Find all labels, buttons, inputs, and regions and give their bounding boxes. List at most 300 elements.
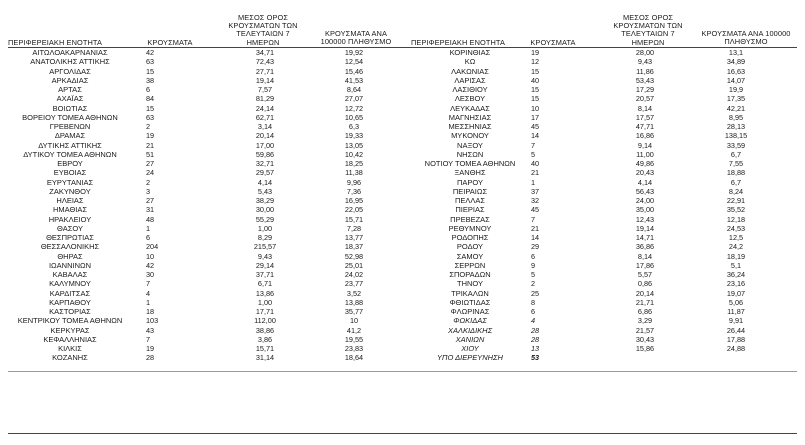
cell-cases: 43 <box>146 325 155 335</box>
table-row <box>8 178 797 187</box>
cell-cases: 42 <box>146 260 155 270</box>
cell-region: ΠΕΛΛΑΣ <box>454 196 486 205</box>
table-row <box>8 307 797 316</box>
cell-cases: 10 <box>146 251 155 261</box>
footer-rule <box>8 371 797 372</box>
cell-region: ΚΟΖΑΝΗΣ <box>52 353 88 363</box>
cell-cases: 7 <box>146 279 151 289</box>
cell-cases: 4 <box>146 288 151 298</box>
cell-per100k: 23,77 <box>344 279 364 289</box>
table-row <box>8 48 797 57</box>
cell-region: ΑΡΤΑΣ <box>58 85 82 94</box>
cell-region: ΡΟΔΟΠΗΣ <box>451 233 489 242</box>
table-row <box>8 316 797 325</box>
cell-cases: 30 <box>146 270 155 279</box>
cell-avg7: 36,86 <box>635 242 655 252</box>
cell-cases: 17 <box>531 112 540 122</box>
cell-cases: 63 <box>146 112 155 122</box>
cell-cases: 45 <box>531 122 540 131</box>
cell-avg7: 4,14 <box>257 177 273 187</box>
cell-avg7: 55,29 <box>255 214 275 224</box>
cell-region: ΝΑΞΟΥ <box>457 140 483 150</box>
cell-per100k: 5,1 <box>730 260 742 270</box>
table-row <box>8 150 797 159</box>
cell-avg7: 21,57 <box>635 325 655 335</box>
header-per100k-left: ΚΡΟΥΣΜΑΤΑ ΑΝΑ 100000 ΠΛΗΘΥΣΜΟ <box>320 29 392 47</box>
cell-per100k: 22,05 <box>344 205 364 215</box>
cell-cases: 15 <box>531 85 540 94</box>
table-row <box>8 141 797 150</box>
cell-avg7: 12,43 <box>635 214 655 224</box>
cell-avg7: 24,00 <box>635 196 655 205</box>
cell-avg7: 53,43 <box>635 75 655 85</box>
cell-avg7: 38,29 <box>255 196 275 205</box>
cell-cases: 1 <box>146 223 151 233</box>
cell-region: ΧΑΛΚΙΔΙΚΗΣ <box>447 325 493 335</box>
cell-cases: 19 <box>146 131 155 141</box>
cell-avg7: 37,71 <box>255 270 275 279</box>
cell-cases: 18 <box>146 307 155 316</box>
cell-per100k: 15,46 <box>344 66 364 76</box>
cell-cases: 84 <box>146 94 155 104</box>
cell-per100k: 35,77 <box>344 307 364 316</box>
cell-per100k: 13,88 <box>344 297 364 307</box>
cell-region: ΚΙΛΚΙΣ <box>58 344 82 353</box>
cell-region: ΣΕΡΡΩΝ <box>454 260 486 270</box>
table-row <box>8 279 797 288</box>
cell-avg7: 19,14 <box>255 75 275 85</box>
table-row <box>8 122 797 131</box>
cell-per100k: 15,71 <box>344 214 364 224</box>
cell-cases: 3 <box>146 186 151 196</box>
cell-region: ΘΕΣΣΑΛΟΝΙΚΗΣ <box>40 242 100 252</box>
cell-avg7: 27,71 <box>255 66 275 76</box>
cell-avg7: 17,00 <box>255 140 275 150</box>
cell-region: ΜΕΣΣΗΝΙΑΣ <box>448 122 492 131</box>
cell-avg7: 112,00 <box>254 316 276 326</box>
cell-per100k: 18,25 <box>344 159 364 168</box>
cell-region: ΥΠΟ ΔΙΕΡΕΥΝΗΣΗ <box>437 353 503 363</box>
cell-avg7: 16,86 <box>635 131 655 141</box>
cell-avg7: 28,00 <box>635 48 655 57</box>
cell-per100k: 18,37 <box>344 242 364 252</box>
cell-cases: 1 <box>146 297 151 307</box>
cell-per100k: 19,33 <box>344 131 364 141</box>
header-avg7-right: ΜΕΣΟΣ ΟΡΟΣ ΚΡΟΥΣΜΑΤΩΝ ΤΩΝ ΤΕΛΕΥΤΑΙΩΝ 7 ΗΜΕΡΩΝ <box>613 13 683 47</box>
cell-region: ΑΡΚΑΔΙΑΣ <box>51 75 89 85</box>
cell-region: ΔΥΤΙΚΟΥ ΤΟΜΕΑ ΑΘΗΝΩΝ <box>23 149 117 159</box>
cell-avg7: 7,57 <box>257 85 273 94</box>
cell-cases: 103 <box>146 316 159 326</box>
cell-region: ΜΑΓΝΗΣΙΑΣ <box>448 112 492 122</box>
cell-cases: 2 <box>146 122 151 131</box>
cell-cases: 10 <box>531 103 540 113</box>
cell-per100k: 16,95 <box>344 196 364 205</box>
table-row <box>8 187 797 196</box>
cell-per100k: 3,52 <box>346 288 362 298</box>
cell-avg7: 3,86 <box>257 334 273 344</box>
cell-per100k: 8,24 <box>728 186 744 196</box>
cell-avg7: 81,29 <box>255 94 275 104</box>
cell-per100k: 18,19 <box>726 251 746 261</box>
cell-region: ΚΑΡΔΙΤΣΑΣ <box>49 288 91 298</box>
cell-per100k: 13,05 <box>344 140 364 150</box>
cell-per100k: 9,96 <box>346 177 362 187</box>
table-row <box>8 57 797 66</box>
cell-region: ΒΟΡΕΙΟΥ ΤΟΜΕΑ ΑΘΗΝΩΝ <box>22 112 118 122</box>
cell-per100k: 24,2 <box>728 242 744 252</box>
cell-region: ΡΟΔΟΥ <box>456 242 484 252</box>
cell-cases: 6 <box>531 307 536 316</box>
table-row <box>8 67 797 76</box>
cell-avg7: 17,29 <box>635 85 655 94</box>
cell-region: ΑΡΓΟΛΙΔΑΣ <box>49 66 91 76</box>
cell-cases: 21 <box>531 223 540 233</box>
cell-region: ΕΥΡΥΤΑΝΙΑΣ <box>46 177 94 187</box>
cell-cases: 19 <box>531 48 540 57</box>
cell-per100k: 13,77 <box>344 233 364 242</box>
cell-avg7: 38,86 <box>255 325 275 335</box>
cell-per100k: 22,91 <box>726 196 746 205</box>
cell-avg7: 4,14 <box>637 177 653 187</box>
cell-cases: 15 <box>146 66 155 76</box>
cell-cases: 21 <box>146 140 155 150</box>
table-row <box>8 233 797 242</box>
cell-avg7: 19,14 <box>635 223 655 233</box>
cell-per100k: 33,59 <box>726 140 746 150</box>
cell-per100k: 41,2 <box>346 325 362 335</box>
cell-per100k: 6,7 <box>730 177 742 187</box>
cell-region: ΘΗΡΑΣ <box>57 251 83 261</box>
cell-avg7: 0,86 <box>637 279 653 289</box>
cell-region: ΧΑΝΙΩΝ <box>455 334 485 344</box>
cell-per100k: 138,15 <box>724 131 748 141</box>
cell-avg7: 59,86 <box>255 149 275 159</box>
cell-region: ΗΜΑΘΙΑΣ <box>52 205 88 215</box>
cell-avg7: 8,14 <box>637 103 653 113</box>
cell-cases: 15 <box>146 103 155 113</box>
cell-cases: 2 <box>531 279 536 289</box>
cell-per100k: 11,87 <box>727 307 745 316</box>
cell-per100k: 7,28 <box>346 223 362 233</box>
cell-region: ΗΡΑΚΛΕΙΟΥ <box>48 214 92 224</box>
cell-avg7: 14,71 <box>635 233 655 242</box>
cell-avg7: 56,43 <box>635 186 655 196</box>
cell-per100k: 18,64 <box>344 353 364 363</box>
cell-per100k: 19,9 <box>728 85 744 94</box>
cell-region: ΤΡΙΚΑΛΩΝ <box>451 288 489 298</box>
cell-region: ΘΕΣΠΡΩΤΙΑΣ <box>46 233 94 242</box>
cell-avg7: 32,71 <box>255 159 275 168</box>
cell-per100k: 12,18 <box>726 214 746 224</box>
cell-cases: 2 <box>146 177 151 187</box>
header-region-left: ΠΕΡΙΦΕΡΕΙΑΚΗ ΕΝΟΤΗΤΑ <box>8 38 102 47</box>
cell-per100k: 23,83 <box>344 344 364 353</box>
cell-region: ΚΟΡΙΝΘΙΑΣ <box>449 48 491 57</box>
cell-avg7: 31,14 <box>255 353 275 363</box>
header-cases-right: ΚΡΟΥΣΜΑΤΑ <box>530 38 576 47</box>
cell-region: ΠΙΕΡΙΑΣ <box>455 205 485 215</box>
cell-avg7: 29,14 <box>255 260 275 270</box>
cell-region: ΠΡΕΒΕΖΑΣ <box>450 214 490 224</box>
cell-region: ΣΠΟΡΑΔΩΝ <box>449 270 491 279</box>
cell-region: ΚΕΦΑΛΛΗΝΙΑΣ <box>43 334 97 344</box>
cell-per100k: 12,72 <box>344 103 364 113</box>
cell-avg7: 34,71 <box>255 48 275 57</box>
table-row <box>8 298 797 307</box>
cell-cases: 9 <box>531 260 536 270</box>
cell-region: ΝΟΤΙΟΥ ΤΟΜΕΑ ΑΘΗΝΩΝ <box>424 159 516 168</box>
cell-avg7: 6,86 <box>637 307 653 316</box>
cell-cases: 6 <box>531 251 536 261</box>
cell-per100k: 35,52 <box>726 205 746 215</box>
cell-avg7: 9,43 <box>637 57 653 67</box>
cell-per100k: 18,88 <box>726 168 746 178</box>
cell-cases: 40 <box>531 159 540 168</box>
cell-per100k: 8,64 <box>346 85 362 94</box>
cell-region: ΣΑΜΟΥ <box>456 251 484 261</box>
cell-region: ΚΑΣΤΟΡΙΑΣ <box>49 307 91 316</box>
cell-per100k: 19,07 <box>726 288 746 298</box>
cell-per100k: 6,7 <box>730 149 742 159</box>
cell-region: ΦΘΙΩΤΙΔΑΣ <box>449 297 491 307</box>
table-row <box>8 168 797 177</box>
cell-region: ΤΗΝΟΥ <box>456 279 483 289</box>
cell-avg7: 5,57 <box>637 270 653 279</box>
table-row <box>8 224 797 233</box>
cell-cases: 45 <box>531 205 540 215</box>
cell-region: ΞΑΝΘΗΣ <box>454 168 486 178</box>
cell-per100k: 7,36 <box>346 186 362 196</box>
cell-avg7: 20,57 <box>635 94 655 104</box>
cell-region: ΔΥΤΙΚΗΣ ΑΤΤΙΚΗΣ <box>38 140 102 150</box>
cell-per100k: 14,07 <box>726 75 746 85</box>
cell-per100k: 17,35 <box>726 94 746 104</box>
cell-per100k: 24,02 <box>344 270 364 279</box>
cell-region: ΚΕΝΤΡΙΚΟΥ ΤΟΜΕΑ ΑΘΗΝΩΝ <box>17 316 123 326</box>
cell-avg7: 1,00 <box>257 297 273 307</box>
cell-cases: 24 <box>146 168 155 178</box>
cell-cases: 6 <box>146 85 151 94</box>
cell-per100k: 7,55 <box>728 159 744 168</box>
cell-avg7: 8,29 <box>257 233 273 242</box>
cell-region: ΠΕΙΡΑΙΩΣ <box>452 186 488 196</box>
cell-avg7: 11,86 <box>636 66 654 76</box>
cell-region: ΔΡΑΜΑΣ <box>54 131 86 141</box>
cell-per100k: 26,44 <box>726 325 746 335</box>
table-row <box>8 131 797 140</box>
cell-region: ΚΩ <box>464 57 476 67</box>
cell-per100k: 23,16 <box>726 279 746 289</box>
cell-avg7: 21,71 <box>635 297 655 307</box>
cell-region: ΑΧΑΪΑΣ <box>56 94 84 104</box>
cell-cases: 63 <box>146 57 155 67</box>
table-row <box>8 335 797 344</box>
cell-per100k: 12,54 <box>344 57 364 67</box>
table-row <box>8 94 797 103</box>
header-cases-left: ΚΡΟΥΣΜΑΤΑ <box>147 38 193 47</box>
cell-per100k: 24,53 <box>726 223 746 233</box>
cell-avg7: 72,43 <box>255 57 275 67</box>
cell-cases: 7 <box>146 334 151 344</box>
cell-avg7: 62,71 <box>255 112 275 122</box>
table-row <box>8 326 797 335</box>
cell-region: ΛΑΚΩΝΙΑΣ <box>451 66 489 76</box>
cell-region: ΦΛΩΡΙΝΑΣ <box>450 307 490 316</box>
cell-avg7: 3,14 <box>257 122 273 131</box>
cell-avg7: 5,43 <box>257 186 273 196</box>
cell-cases: 25 <box>531 288 540 298</box>
cell-cases: 40 <box>531 75 540 85</box>
cell-per100k: 19,55 <box>344 334 364 344</box>
cell-per100k: 5,06 <box>728 297 744 307</box>
cell-region: ΚΑΒΑΛΑΣ <box>52 270 88 279</box>
cell-cases: 37 <box>531 186 540 196</box>
cell-per100k: 24,88 <box>726 344 746 353</box>
cell-avg7: 6,71 <box>257 279 273 289</box>
cell-cases: 28 <box>146 353 155 363</box>
cell-per100k: 17,88 <box>726 334 746 344</box>
cell-cases: 42 <box>146 48 155 57</box>
cell-cases: 8 <box>531 297 536 307</box>
cell-cases: 204 <box>146 242 159 252</box>
cell-cases: 15 <box>531 66 540 76</box>
cell-region: ΑΙΤΩΛΟΑΚΑΡΝΑΝΙΑΣ <box>32 48 108 57</box>
cell-cases: 28 <box>531 334 540 344</box>
header-per100k-right: ΚΡΟΥΣΜΑΤΑ ΑΝΑ 100000 ΠΛΗΘΥΣΜΟ <box>701 29 791 47</box>
cell-cases: 1 <box>531 177 536 187</box>
cell-per100k: 13,1 <box>728 48 744 57</box>
cell-avg7: 215,57 <box>253 242 277 252</box>
cell-avg7: 20,14 <box>255 131 275 141</box>
cell-region: ΕΒΡΟΥ <box>57 159 83 168</box>
table-row <box>8 196 797 205</box>
cell-cases: 48 <box>146 214 155 224</box>
cell-region: ΖΑΚΥΝΘΟΥ <box>49 186 91 196</box>
cell-cases: 4 <box>531 316 536 326</box>
cell-avg7: 11,00 <box>636 149 654 159</box>
cell-per100k: 10 <box>349 316 359 326</box>
cell-cases: 31 <box>146 205 155 215</box>
cell-cases: 7 <box>531 140 536 150</box>
cell-avg7: 17,57 <box>635 112 655 122</box>
cell-avg7: 1,00 <box>257 223 273 233</box>
table-row <box>8 215 797 224</box>
cell-region: ΛΑΣΙΘΙΟΥ <box>452 85 488 94</box>
cell-region: ΡΕΘΥΜΝΟΥ <box>448 223 492 233</box>
cell-avg7: 9,14 <box>637 140 653 150</box>
cell-region: ΑΝΑΤΟΛΙΚΗΣ ΑΤΤΙΚΗΣ <box>30 57 110 67</box>
cell-cases: 6 <box>146 233 151 242</box>
cell-avg7: 3,29 <box>637 316 653 326</box>
cell-region: ΛΕΣΒΟΥ <box>454 94 486 104</box>
cell-avg7: 8,14 <box>637 251 653 261</box>
cell-region: ΝΗΣΩΝ <box>456 149 484 159</box>
cell-per100k: 16,63 <box>726 66 746 76</box>
cell-cases: 5 <box>531 270 536 279</box>
table-row <box>8 104 797 113</box>
cell-region: ΒΟΙΩΤΙΑΣ <box>52 103 88 113</box>
cell-cases: 38 <box>146 75 155 85</box>
cell-region: ΙΩΑΝΝΙΝΩΝ <box>48 260 92 270</box>
bottom-rule <box>8 433 797 434</box>
cell-region: ΓΡΕΒΕΝΩΝ <box>49 122 91 131</box>
cell-avg7: 15,86 <box>635 344 655 353</box>
table-row <box>8 289 797 298</box>
cell-per100k: 36,24 <box>726 270 746 279</box>
cell-region: ΠΑΡΟΥ <box>456 177 483 187</box>
cell-region: ΛΑΡΙΣΑΣ <box>454 75 486 85</box>
header-avg7-left: ΜΕΣΟΣ ΟΡΟΣ ΚΡΟΥΣΜΑΤΩΝ ΤΩΝ ΤΕΛΕΥΤΑΙΩΝ 7 ΗΜΕΡΩΝ <box>228 13 298 47</box>
cell-per100k: 25,01 <box>344 260 364 270</box>
table-row <box>8 76 797 85</box>
cell-cases: 12 <box>531 57 540 67</box>
cell-avg7: 20,14 <box>635 288 655 298</box>
cell-per100k: 11,38 <box>345 168 363 178</box>
cell-per100k: 27,07 <box>344 94 364 104</box>
table-row <box>8 205 797 214</box>
cell-avg7: 24,14 <box>255 103 275 113</box>
table-row <box>8 252 797 261</box>
cell-avg7: 20,43 <box>635 168 655 178</box>
cell-avg7: 15,71 <box>255 344 275 353</box>
cell-region: ΜΥΚΟΝΟΥ <box>451 131 489 141</box>
cell-per100k: 28,13 <box>726 122 746 131</box>
table-row <box>8 261 797 270</box>
cell-region: ΘΑΣΟΥ <box>57 223 83 233</box>
header-region-right: ΠΕΡΙΦΕΡΕΙΑΚΗ ΕΝΟΤΗΤΑ <box>411 38 505 47</box>
cell-per100k: 10,65 <box>344 112 364 122</box>
cell-per100k: 12,5 <box>728 233 744 242</box>
cell-avg7: 47,71 <box>635 122 655 131</box>
cell-cases: 51 <box>146 149 155 159</box>
cell-cases: 32 <box>531 196 540 205</box>
cell-cases: 27 <box>146 196 155 205</box>
cell-cases: 53 <box>531 353 540 363</box>
cell-avg7: 30,00 <box>255 205 275 215</box>
table-row <box>8 344 797 353</box>
cell-per100k: 52,98 <box>344 251 364 261</box>
cell-per100k: 6,3 <box>348 122 360 131</box>
cell-cases: 19 <box>146 344 155 353</box>
table-row <box>8 353 797 362</box>
cell-region: ΚΑΡΠΑΘΟΥ <box>49 297 91 307</box>
cell-per100k: 41,53 <box>344 75 364 85</box>
cell-cases: 14 <box>531 233 540 242</box>
cell-region: ΚΕΡΚΥΡΑΣ <box>50 325 90 335</box>
cell-cases: 28 <box>531 325 540 335</box>
cell-region: ΕΥΒΟΙΑΣ <box>53 168 87 178</box>
cell-region: ΛΕΥΚΑΔΑΣ <box>450 103 490 113</box>
cell-per100k: 8,95 <box>728 112 744 122</box>
cell-per100k: 42,21 <box>726 103 746 113</box>
cell-cases: 15 <box>531 94 540 104</box>
cell-region: ΦΩΚΙΔΑΣ <box>453 316 487 326</box>
cell-region: ΗΛΕΙΑΣ <box>56 196 84 205</box>
cell-avg7: 29,57 <box>255 168 275 178</box>
cell-cases: 29 <box>531 242 540 252</box>
cell-avg7: 17,86 <box>635 260 655 270</box>
cell-cases: 27 <box>146 159 155 168</box>
cell-cases: 7 <box>531 214 536 224</box>
cell-cases: 5 <box>531 149 536 159</box>
cell-per100k: 19,92 <box>344 48 364 57</box>
cell-avg7: 30,43 <box>635 334 655 344</box>
table-row <box>8 270 797 279</box>
table-row <box>8 113 797 122</box>
cell-cases: 14 <box>531 131 540 141</box>
cell-avg7: 35,00 <box>635 205 655 215</box>
